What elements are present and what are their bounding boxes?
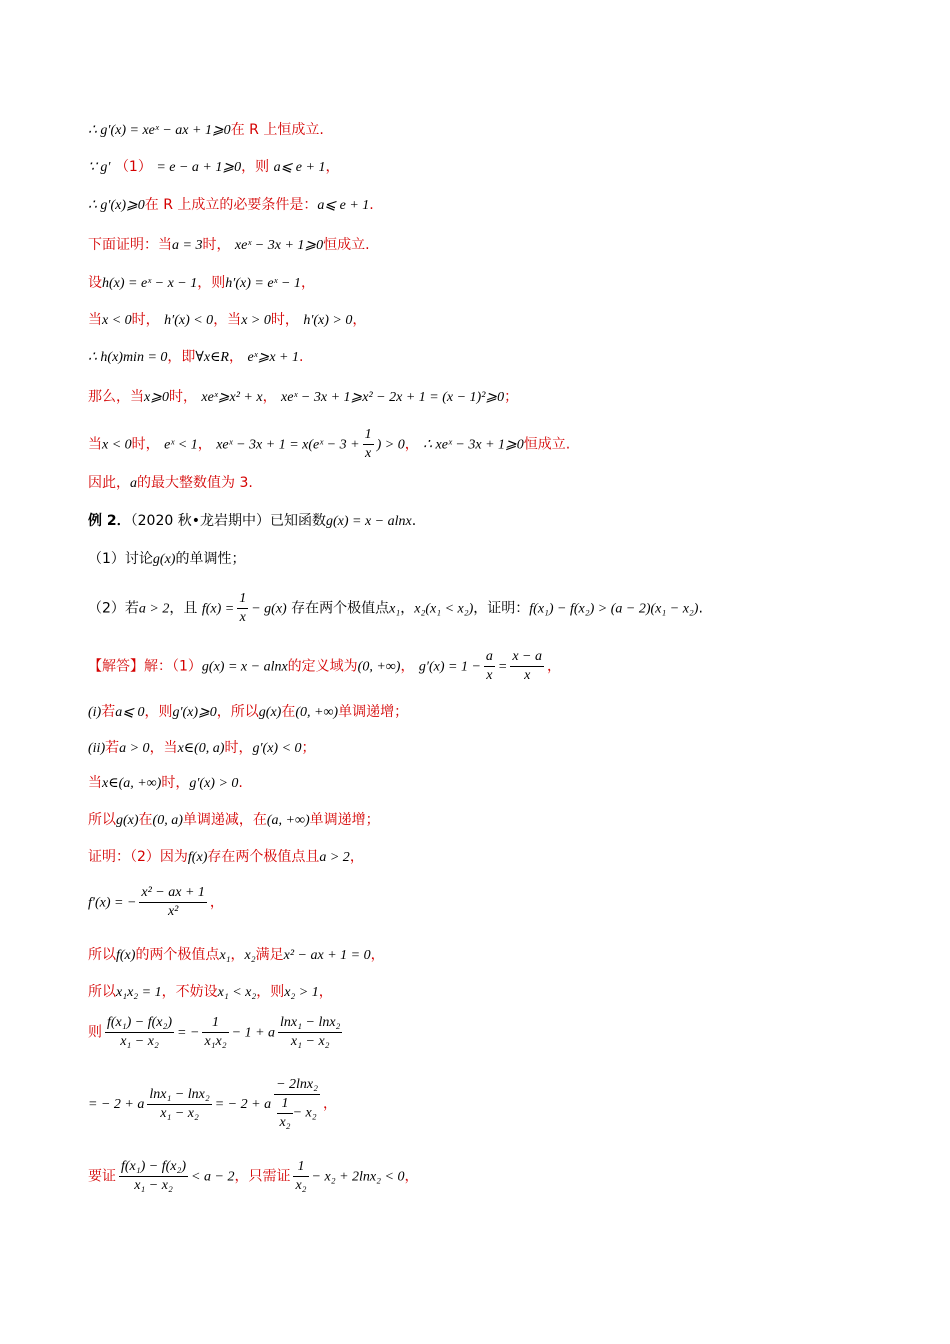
fraction-denominator: x₁x₂ [204, 1034, 227, 1049]
text: ， [318, 984, 333, 1000]
text: ， [228, 349, 243, 365]
math: ∴ h(x)min = 0 [88, 350, 168, 365]
text: ， [352, 312, 367, 328]
fraction-denominator: x₁ − x₂ [134, 1178, 173, 1193]
fraction [363, 426, 374, 463]
solution-line-10 [88, 473, 253, 494]
math: ∀x∈R [195, 350, 229, 365]
text: 所以 [88, 947, 116, 963]
math: f(x) [116, 948, 136, 963]
math: = [497, 659, 508, 675]
text: 下面证明：当 [88, 237, 172, 253]
math: h′(x) = eˣ − 1 [225, 276, 301, 291]
reduction-line [88, 1158, 418, 1195]
math: eˣ < 1 [164, 437, 198, 453]
proof-part-2-intro [88, 847, 364, 868]
text: 恒成立. [523, 436, 571, 453]
extreme-points-line [88, 945, 385, 966]
text: ； [504, 389, 519, 405]
math: x₁ < x₂ [217, 985, 257, 1000]
text: ， [400, 600, 415, 617]
text: ，即 [167, 349, 196, 365]
text: 在 R 上成立的必要条件是： [144, 197, 318, 213]
text: ， [400, 658, 415, 675]
math: x₁ [219, 948, 231, 963]
math: h′(x) > 0 [303, 313, 353, 328]
text: 恒成立. [323, 237, 370, 253]
text: 在 R 上恒成立. [230, 122, 324, 138]
fraction-numerator: 1 [363, 426, 374, 445]
math: ∴ xeˣ − 3x + 1⩾0 [423, 437, 524, 453]
solution-line-8 [88, 387, 518, 408]
text: ，只需证 [234, 1168, 291, 1185]
solution-line-4 [88, 235, 370, 256]
fraction-denominator: x₂ [279, 1115, 291, 1130]
math: = e − a + 1⩾0 [156, 160, 242, 175]
text: 因此， [88, 475, 130, 491]
fraction-numerator: 1 [237, 590, 248, 609]
text: 单调递增； [309, 812, 380, 828]
fraction [119, 1158, 188, 1195]
text: ，则 [256, 984, 285, 1000]
monotonicity-conclusion [88, 810, 380, 831]
math: x₁ [389, 601, 401, 617]
fraction [105, 1014, 174, 1051]
fraction [293, 1158, 308, 1195]
math: − 1 + a [231, 1025, 276, 1041]
text: 那么，当 [88, 389, 144, 405]
math: x₂ > 1 [284, 985, 319, 1000]
fraction [139, 884, 207, 921]
math: f(x) = [201, 601, 235, 617]
text: . [698, 600, 703, 617]
math: eˣ⩾x + 1 [247, 350, 299, 365]
text: 要证 [88, 1168, 116, 1185]
fraction-numerator: − 2lnx₂ [274, 1076, 320, 1095]
solution-part-1-intro [88, 648, 561, 685]
text: ，当 [149, 740, 178, 756]
product-of-roots-line [88, 982, 333, 1003]
text: ，证明： [473, 600, 530, 617]
text: ， [230, 947, 245, 963]
case-i [88, 702, 408, 723]
text: 的最大整数值为 3. [137, 475, 253, 491]
math: − g(x) [251, 601, 287, 617]
fraction [278, 1014, 342, 1051]
math: = − [177, 1025, 200, 1041]
math: f′(x) = − [88, 895, 137, 911]
text: 时， [270, 312, 299, 328]
math: (ii) [88, 741, 106, 756]
math: < a − 2 [191, 1169, 235, 1185]
math: a > 2 [319, 850, 350, 865]
text: ，当 [213, 312, 242, 328]
fraction-denominator: x [486, 668, 493, 683]
text: 时， [224, 740, 253, 756]
fraction-denominator [274, 1095, 320, 1132]
fraction-denominator: x₂ [295, 1178, 307, 1193]
text: 存在两个极值点且 [207, 849, 320, 865]
math: g(x) [116, 813, 139, 828]
solution-line-5 [88, 273, 315, 294]
solution-line-2 [88, 157, 339, 178]
text: （1）讨论 [88, 551, 153, 567]
fraction [510, 648, 544, 685]
math: a⩽ e + 1 [273, 160, 326, 175]
text: （2）若 [88, 600, 139, 617]
math: g(x) [152, 552, 176, 567]
fraction [277, 1095, 292, 1132]
text: 时， [161, 775, 190, 791]
math: ∵ g′ [88, 160, 111, 175]
math: g′(x) = 1 − [418, 659, 481, 675]
math: x∈(a, +∞) [102, 776, 162, 791]
math: xeˣ − 3x + 1 = x(eˣ − 3 + [216, 437, 360, 453]
math: a > 0 [119, 741, 150, 756]
math: a⩽ 0 [115, 705, 145, 720]
text: 满足 [255, 947, 284, 963]
math: g′(x) < 0 [252, 741, 302, 756]
solution-line-3 [88, 195, 374, 216]
text: ，则 [241, 159, 270, 175]
math: (0, +∞) [357, 659, 401, 675]
text: 则 [88, 1024, 102, 1041]
math: a⩽ e + 1 [317, 198, 370, 213]
text: ，则 [197, 275, 226, 291]
solution-line-7 [88, 347, 303, 368]
text: 单调递增； [338, 704, 409, 720]
math: xeˣ⩾x² + x [201, 390, 263, 405]
text: ， [197, 436, 212, 453]
text: 设 [88, 275, 102, 291]
math: (i) [88, 705, 102, 720]
example-2-heading [88, 511, 416, 532]
text: ， [262, 389, 277, 405]
simplification-line [88, 1076, 337, 1132]
fraction [202, 1014, 228, 1051]
text: ， [209, 894, 224, 911]
math: g(x) = x − alnx [201, 659, 288, 675]
math: a > 2 [138, 601, 170, 617]
solution-line-1 [88, 120, 324, 141]
text: 在 [281, 704, 296, 720]
text: ， [325, 159, 340, 175]
solution-line-6 [88, 310, 366, 331]
text: ， [349, 849, 364, 865]
text: ， [404, 436, 419, 453]
text: （1） [114, 159, 152, 175]
math: xeˣ − 3x + 1⩾0 [234, 238, 324, 253]
math: x < 0 [102, 437, 132, 453]
text: 的两个极值点 [135, 947, 220, 963]
text: 在 [138, 812, 153, 828]
math: − x₂ [292, 1105, 317, 1121]
fraction-numerator: f(x₁) − f(x₂) [105, 1014, 174, 1033]
math: (0, a) [152, 813, 183, 828]
text: 解：（1） [144, 658, 202, 675]
text: ， [547, 658, 562, 675]
math: g(x) = x − alnx [325, 514, 412, 529]
math: x₁x₂ = 1 [116, 985, 162, 1000]
text: ，所以 [216, 704, 259, 720]
math: g′(x) > 0 [189, 776, 239, 791]
fraction-denominator: x₁ − x₂ [290, 1034, 330, 1049]
fraction-numerator: 1 [202, 1014, 228, 1033]
math: x < 0 [102, 313, 132, 328]
text: 证明：（2）因为 [88, 849, 188, 865]
text: . [411, 513, 417, 529]
text: . [238, 775, 243, 791]
fraction-numerator: x − a [510, 648, 544, 667]
text: 当 [88, 436, 102, 453]
derivative-formula [88, 884, 224, 921]
case-ii [88, 738, 316, 759]
math: g(x) [258, 705, 282, 720]
text: ， [300, 275, 315, 291]
fraction-denominator: x [239, 610, 246, 625]
math: x₂ [244, 948, 256, 963]
math: x² − ax + 1 = 0 [283, 948, 371, 963]
math: ∴ g′(x) = xeˣ − ax + 1⩾0 [88, 123, 231, 138]
text: 时， [168, 389, 197, 405]
question-1 [88, 549, 245, 570]
math: ) > 0 [376, 437, 405, 453]
text: 若 [101, 704, 116, 720]
fraction-numerator: 1 [293, 1158, 308, 1177]
text: 的单调性； [175, 551, 246, 567]
text: 时， [131, 436, 160, 453]
math: − x₂ + 2lnx₂ < 0 [311, 1169, 405, 1185]
text: 当 [88, 312, 102, 328]
text: . [369, 197, 374, 213]
math: = − 2 + a [214, 1097, 272, 1112]
fraction-numerator: 1 [277, 1095, 292, 1114]
fraction-denominator: x [524, 668, 531, 683]
fraction-denominator: x₁ − x₂ [160, 1105, 199, 1121]
text: ， [323, 1096, 337, 1112]
text: ； [301, 740, 316, 756]
fraction-numerator: lnx₁ − lnx₂ [147, 1086, 211, 1105]
math: x∈(0, a) [177, 741, 225, 756]
fraction-denominator: x₁ − x₂ [120, 1034, 159, 1049]
text: ，且 [169, 600, 198, 617]
math: f(x) [187, 850, 208, 865]
fraction-numerator: f(x₁) − f(x₂) [119, 1158, 188, 1177]
difference-quotient-line [88, 1014, 345, 1051]
text: 时， [131, 312, 160, 328]
text: 当 [88, 775, 102, 791]
text: ， [370, 947, 385, 963]
text: ，不妨设 [161, 984, 218, 1000]
text: 若 [105, 740, 120, 756]
math: f(x₁) − f(x₂) > (a − 2)(x₁ − x₂) [529, 601, 699, 617]
text: 所以 [88, 812, 116, 828]
fraction-numerator: a [484, 648, 495, 667]
question-2 [88, 590, 703, 627]
math: x₂(x₁ < x₂) [414, 601, 474, 617]
fraction [274, 1076, 320, 1132]
fraction-numerator: x² − ax + 1 [139, 884, 207, 903]
case-ii-continued [88, 773, 243, 794]
text: ，则 [144, 704, 173, 720]
math: = − 2 + a [88, 1097, 145, 1112]
answer-label: 【解答】 [88, 658, 144, 675]
fraction [484, 648, 495, 685]
text: 存在两个极值点 [291, 600, 390, 617]
text: ， [404, 1168, 419, 1185]
math: a [130, 476, 137, 491]
math: ∴ g′(x)⩾0 [88, 198, 145, 213]
math: x⩾0 [144, 390, 169, 405]
text: （2020 秋•龙岩期中）已知函数 [130, 513, 326, 529]
math: h′(x) < 0 [164, 313, 214, 328]
fraction [237, 590, 248, 627]
fraction-denominator: x [364, 446, 372, 461]
math: (a, +∞) [266, 813, 310, 828]
fraction-numerator: lnx₁ − lnx₂ [278, 1014, 342, 1033]
math: h(x) = eˣ − x − 1 [102, 276, 198, 291]
math: g′(x)⩾0 [172, 705, 217, 720]
math: a = 3 [172, 238, 203, 253]
math: xeˣ − 3x + 1⩾x² − 2x + 1 = (x − 1)²⩾0 [281, 390, 505, 405]
fraction-denominator: x² [167, 904, 179, 919]
text: 的定义域为 [287, 658, 358, 675]
text: 所以 [88, 984, 116, 1000]
text: 单调递减，在 [182, 812, 267, 828]
math: (0, +∞) [295, 705, 339, 720]
fraction [147, 1086, 211, 1123]
solution-line-9 [88, 426, 570, 463]
example-label: 例 2． [88, 513, 131, 529]
math: x > 0 [241, 313, 271, 328]
text: 时， [202, 237, 231, 253]
text: . [299, 349, 304, 365]
